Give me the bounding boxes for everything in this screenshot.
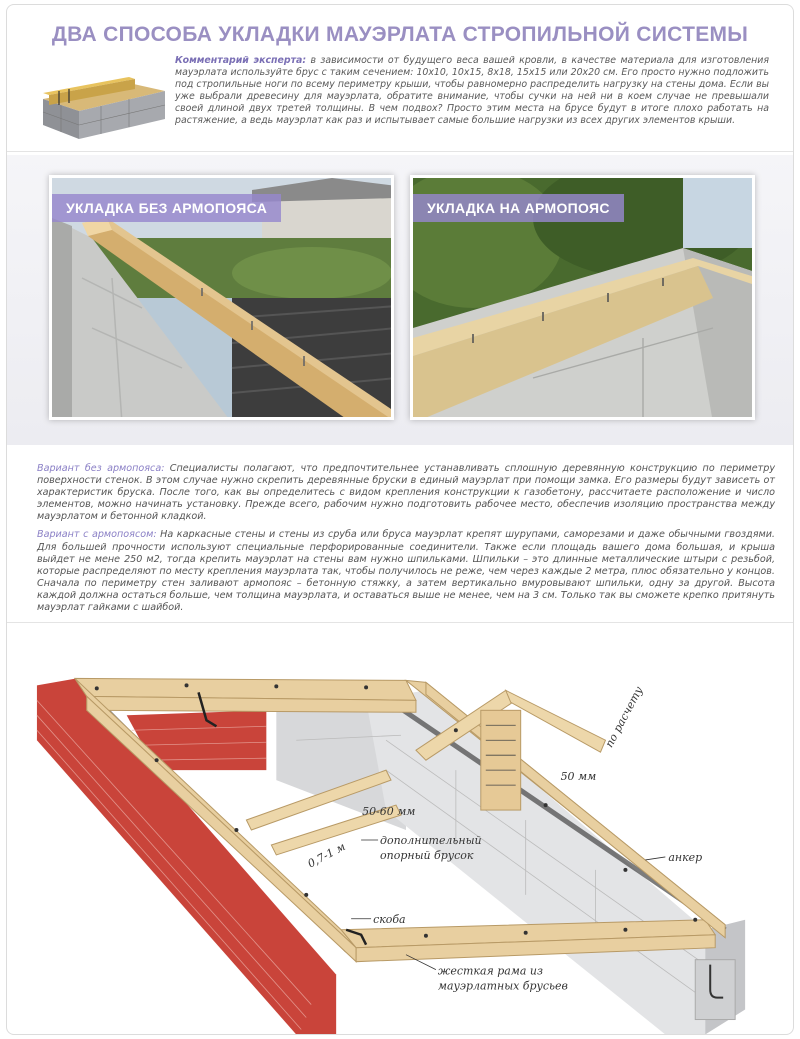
- photo-label-without-belt: УКЛАДКА БЕЗ АРМОПОЯСА: [52, 194, 281, 222]
- label-rama-line1: жесткая рама из: [437, 964, 543, 978]
- variant-without-belt: [37, 463, 775, 523]
- label-dop-line1: дополнительный: [380, 833, 482, 847]
- variant-without-belt-text: Специалисты полагают, что предпочтительнее устанавливать сплошную деревянную конструкцию по периметру поверхности стенок. В этом случае нужно скрепить деревянные бруски в единый мауэрлат при помощи замка. Его размеры будут зависеть от характеристик бруска. После того, как вы определитесь с видом крепления конструкции к газобетону, рассчитаете расположение и число элементов, можно начинать установку. Прежде всего, рабочим нужно подготовить рабочее место, обеспечив изоляцию пространства между мауэрлатом и бетонной кладкой.: [37, 463, 776, 523]
- variant-with-belt-text: На каркасные стены и стены из сруба или бруса мауэрлат крепят шурупами, саморезами и даже обычными гвоздями. Для большей прочности используют специальные перфорированные соединители. Также если площадь вашего дома большая, и крыша выйдет не мене 250 м2, тогда крепить мауэрлат на стены вам нужно шпильками. Шпильки – это длинные металлические штыри с резьбой, которые распределяют по месту крепления мауэрлата так, чтобы получилось не реже, чем через каждые 2 метра, плюс обязательно у концов. Сначала по периметру стен заливают армопояс – бетонную стяжку, а затем вертикально вмуровывают шпильки, одну за другой. Высота каждой должна остаться больше, чем толщина мауэрлата, и оставаться выше не менее, чем на 3 см. Только так вы сможете крепко притянуть мауэрлат гайками с шайбой.: [37, 529, 775, 614]
- label-anker: анкер: [668, 850, 703, 864]
- photos-band: [7, 155, 793, 445]
- label-0-7-1m: 0,7-1 м: [305, 839, 348, 871]
- label-rama-line2: мауэрлатных брусьев: [437, 979, 568, 993]
- variant-without-belt-label: Вариант без армопояса:: [37, 463, 165, 474]
- variants-text: [37, 463, 775, 620]
- label-50-60mm: 50-60 мм: [362, 805, 416, 819]
- label-50mm: 50 мм: [560, 770, 597, 784]
- divider: [7, 622, 793, 623]
- photo-without-belt: [49, 175, 394, 420]
- photo-on-belt: [410, 175, 755, 420]
- mauerlat-diagram: [7, 630, 793, 1035]
- photo-label-on-belt: УКЛАДКА НА АРМОПОЯС: [413, 194, 624, 222]
- expert-body: в зависимости от будущего веса вашей кровли, в качестве материала для изготовления мауэрлата используйте брус с таким сечением: 10х10, 10х15, 8х18, 15х15 или 20х20 см. Его просто нужно подложить под стропильные ноги по всему периметру крыши, чтобы равномерно распределить нагрузку на стены дома. Если вы уже выбрали древесину для мауэрлата, обратите внимание, чтобы сучки на ней ни в коем случае не превышали своей длиной двух третей толщины. В чем подвох? Просто этим места на брусе будут в итоге плохо работать на растяжение, а ведь мауэрлат как раз и испытывает самые большие нагрузки из всех других элементов крыши.: [175, 55, 769, 126]
- variant-with-belt: [37, 529, 775, 614]
- expert-comment: [39, 53, 769, 148]
- expert-text: [175, 55, 769, 127]
- divider: [7, 151, 793, 152]
- label-dop-line2: опорный брусок: [380, 848, 474, 862]
- variant-with-belt-label: Вариант с армопоясом:: [37, 529, 157, 541]
- page-title: ДВА СПОСОБА УКЛАДКИ МАУЭРЛАТА СТРОПИЛЬНОЙ СИСТЕМЫ: [51, 23, 749, 46]
- label-skoba: скоба: [373, 912, 406, 926]
- expert-label: Комментарий эксперта:: [175, 55, 307, 66]
- page-frame: [6, 4, 794, 1035]
- label-po-raschetu: по расчету: [602, 684, 646, 750]
- wall-thumbnail-image: [39, 61, 169, 141]
